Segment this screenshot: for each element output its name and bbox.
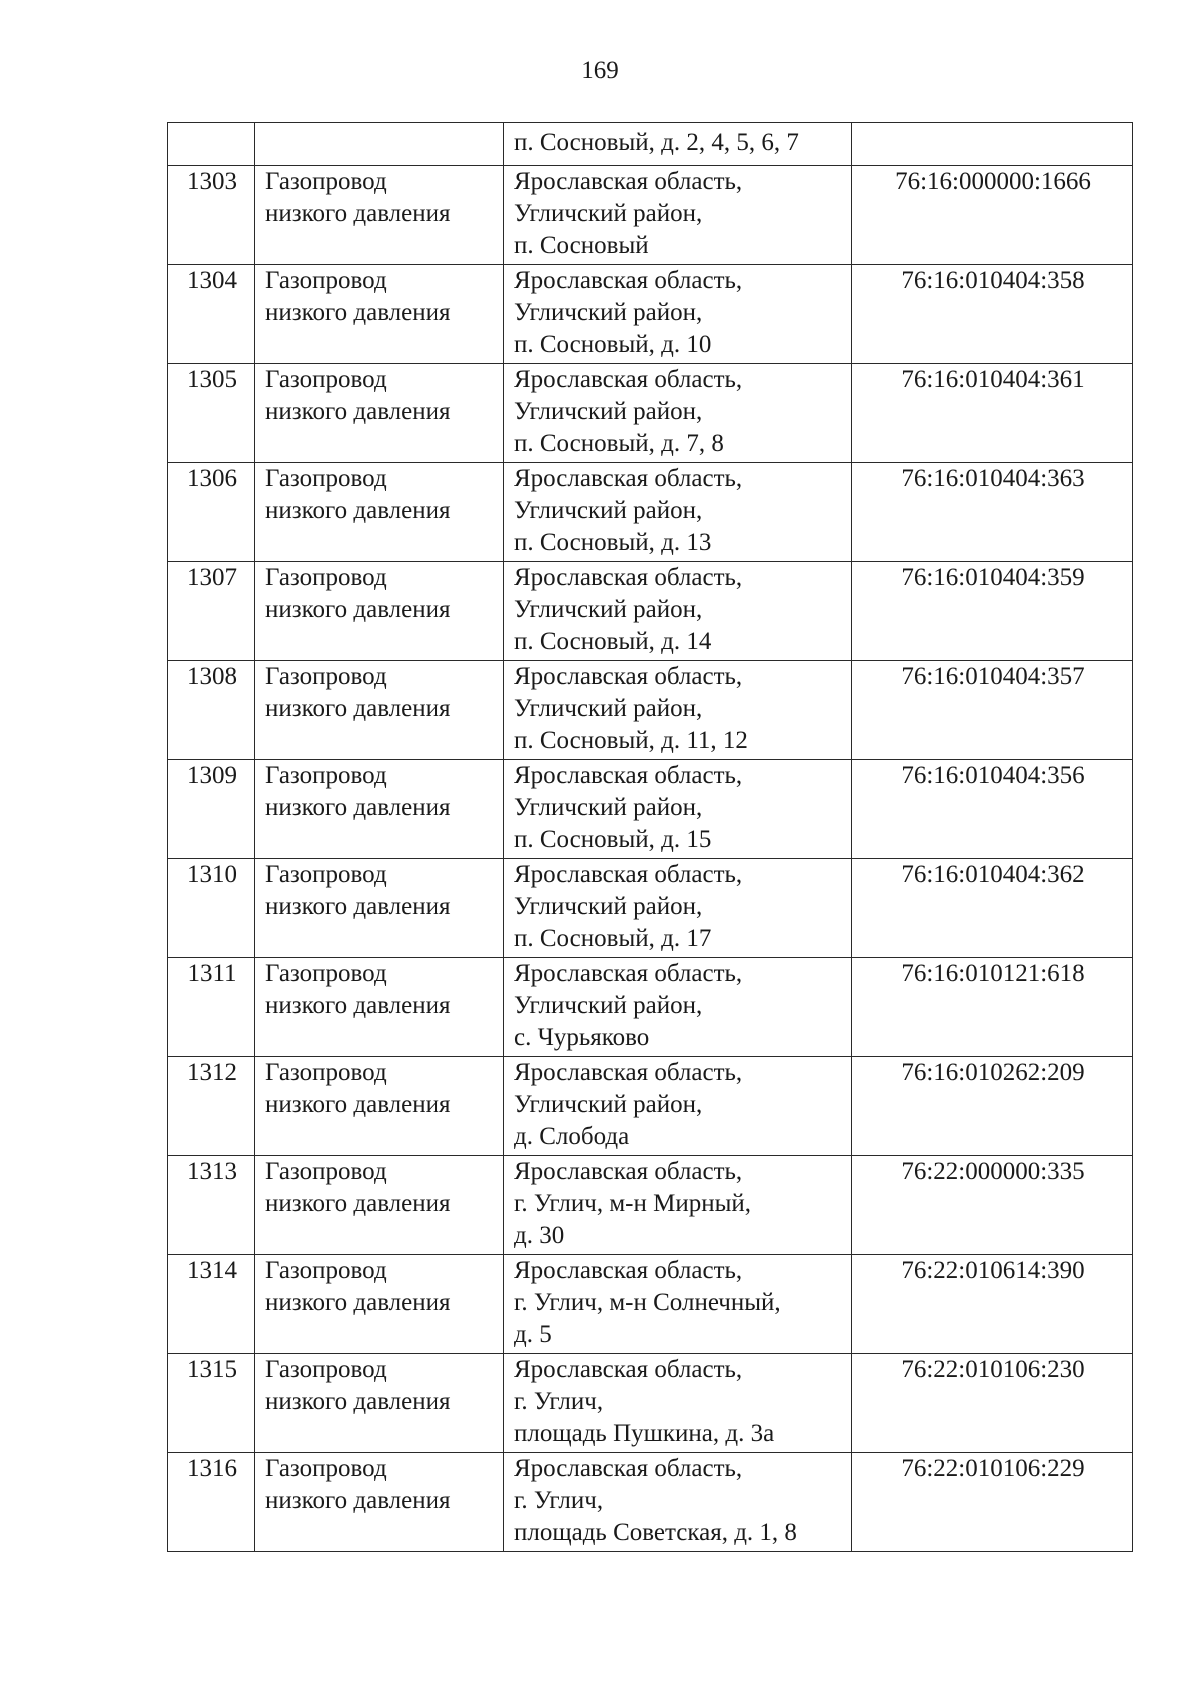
row-number-cell: 1311 xyxy=(168,958,255,1057)
address-line: г. Углич, м-н Солнечный, xyxy=(514,1289,781,1316)
object-name-cell xyxy=(255,364,504,463)
object-name-line: низкого давления xyxy=(265,1190,451,1217)
property-registry-table xyxy=(167,122,1133,1552)
table-row xyxy=(168,1057,1133,1156)
object-name-line: Газопровод xyxy=(265,1059,387,1086)
object-name-line: низкого давления xyxy=(265,1289,451,1316)
address-line: Угличский район, xyxy=(514,299,703,326)
table-row xyxy=(168,1255,1133,1354)
address-line: Угличский район, xyxy=(514,695,703,722)
object-name-line: низкого давления xyxy=(265,1091,451,1118)
object-name-line: Газопровод xyxy=(265,1158,387,1185)
object-name-line: низкого давления xyxy=(265,794,451,821)
address-line: Угличский район, xyxy=(514,893,703,920)
address-line: п. Сосновый, д. 17 xyxy=(514,925,712,952)
address-line: г. Углич, xyxy=(514,1388,604,1415)
address-line: д. 30 xyxy=(514,1222,565,1249)
object-name-cell xyxy=(255,1453,504,1552)
address-line: Ярославская область, xyxy=(514,960,743,987)
row-number-cell: 1306 xyxy=(168,463,255,562)
address-line: Угличский район, xyxy=(514,794,703,821)
cadastral-number-cell: 76:22:000000:335 xyxy=(852,1156,1133,1255)
object-name-line: низкого давления xyxy=(265,200,451,227)
cadastral-number-cell: 76:16:010404:356 xyxy=(852,760,1133,859)
row-number-cell: 1309 xyxy=(168,760,255,859)
cadastral-number-cell: 76:22:010106:230 xyxy=(852,1354,1133,1453)
cadastral-number-cell: 76:16:010404:359 xyxy=(852,562,1133,661)
row-number-cell: 1303 xyxy=(168,166,255,265)
address-line: п. Сосновый, д. 7, 8 xyxy=(514,430,724,457)
address-line: с. Чурьяково xyxy=(514,1024,650,1051)
table-row xyxy=(168,760,1133,859)
cadastral-number-cell: 76:16:010262:209 xyxy=(852,1057,1133,1156)
address-line: д. Слобода xyxy=(514,1123,630,1150)
table-row xyxy=(168,661,1133,760)
address-line: Угличский район, xyxy=(514,497,703,524)
object-name-line: Газопровод xyxy=(265,465,387,492)
object-name-line: низкого давления xyxy=(265,1487,451,1514)
address-cell xyxy=(504,364,852,463)
cadastral-number-cell: 76:16:010404:358 xyxy=(852,265,1133,364)
table-row xyxy=(168,958,1133,1057)
table-row-continuation xyxy=(168,123,1133,166)
object-name-cell xyxy=(255,1255,504,1354)
row-number-cell: 1314 xyxy=(168,1255,255,1354)
object-name-line: Газопровод xyxy=(265,564,387,591)
address-line: п. Сосновый, д. 13 xyxy=(514,529,712,556)
object-name-line: низкого давления xyxy=(265,398,451,425)
address-line: г. Углич, м-н Мирный, xyxy=(514,1190,752,1217)
cadastral-number-cell: 76:16:010404:362 xyxy=(852,859,1133,958)
address-line: Ярославская область, xyxy=(514,663,743,690)
table-row xyxy=(168,1453,1133,1552)
row-number-cell: 1312 xyxy=(168,1057,255,1156)
object-name-line: Газопровод xyxy=(265,1257,387,1284)
row-number-cell: 1316 xyxy=(168,1453,255,1552)
object-name-line: Газопровод xyxy=(265,1455,387,1482)
row-number-cell: 1305 xyxy=(168,364,255,463)
cadastral-number-cell: 76:16:010404:363 xyxy=(852,463,1133,562)
object-name-cell xyxy=(255,1057,504,1156)
address-line: Ярославская область, xyxy=(514,762,743,789)
address-line: Ярославская область, xyxy=(514,168,743,195)
address-cell xyxy=(504,562,852,661)
address-line: Ярославская область, xyxy=(514,1158,743,1185)
object-name-line: Газопровод xyxy=(265,168,387,195)
table-row xyxy=(168,1354,1133,1453)
object-name-line: Газопровод xyxy=(265,762,387,789)
address-line: Угличский район, xyxy=(514,596,703,623)
address-line: Ярославская область, xyxy=(514,861,743,888)
address-line: п. Сосновый, д. 15 xyxy=(514,826,712,853)
cadastral-number-cell: 76:16:010404:361 xyxy=(852,364,1133,463)
address-line: Ярославская область, xyxy=(514,1455,743,1482)
address-cell xyxy=(504,760,852,859)
address-line: п. Сосновый, д. 2, 4, 5, 6, 7 xyxy=(514,129,799,156)
object-name-cell xyxy=(255,958,504,1057)
object-name-cell xyxy=(255,166,504,265)
table-row xyxy=(168,1156,1133,1255)
object-name-line: низкого давления xyxy=(265,695,451,722)
object-name-line: Газопровод xyxy=(265,366,387,393)
address-line: площадь Пушкина, д. 3а xyxy=(514,1420,775,1447)
address-line: Ярославская область, xyxy=(514,1356,743,1383)
object-name-line: низкого давления xyxy=(265,992,451,1019)
object-name-line: низкого давления xyxy=(265,299,451,326)
address-cell xyxy=(504,265,852,364)
row-number-cell xyxy=(168,123,255,166)
object-name-cell xyxy=(255,123,504,166)
object-name-line: Газопровод xyxy=(265,663,387,690)
address-line: Угличский район, xyxy=(514,992,703,1019)
address-line: п. Сосновый, д. 11, 12 xyxy=(514,727,748,754)
address-cell xyxy=(504,1156,852,1255)
table-row xyxy=(168,562,1133,661)
address-line: Ярославская область, xyxy=(514,267,743,294)
table-row xyxy=(168,859,1133,958)
table-row xyxy=(168,463,1133,562)
address-line: Угличский район, xyxy=(514,1091,703,1118)
object-name-cell xyxy=(255,265,504,364)
object-name-cell xyxy=(255,463,504,562)
address-line: Ярославская область, xyxy=(514,1059,743,1086)
address-cell xyxy=(504,1057,852,1156)
address-line: г. Углич, xyxy=(514,1487,604,1514)
address-cell xyxy=(504,661,852,760)
address-line: Угличский район, xyxy=(514,200,703,227)
address-line: Ярославская область, xyxy=(514,465,743,492)
address-line: д. 5 xyxy=(514,1321,552,1348)
object-name-line: низкого давления xyxy=(265,497,451,524)
object-name-cell xyxy=(255,859,504,958)
object-name-cell xyxy=(255,661,504,760)
address-cell xyxy=(504,958,852,1057)
object-name-line: Газопровод xyxy=(265,267,387,294)
address-cell xyxy=(504,463,852,562)
address-line: Ярославская область, xyxy=(514,564,743,591)
object-name-cell xyxy=(255,562,504,661)
address-cell xyxy=(504,1453,852,1552)
table-row xyxy=(168,265,1133,364)
page-number: 169 xyxy=(581,57,619,84)
row-number-cell: 1310 xyxy=(168,859,255,958)
table-row xyxy=(168,166,1133,265)
cadastral-number-cell: 76:22:010106:229 xyxy=(852,1453,1133,1552)
row-number-cell: 1315 xyxy=(168,1354,255,1453)
cadastral-number-cell: 76:16:010121:618 xyxy=(852,958,1133,1057)
address-cell xyxy=(504,1354,852,1453)
cadastral-number-cell: 76:16:000000:1666 xyxy=(852,166,1133,265)
address-line: п. Сосновый xyxy=(514,232,649,259)
object-name-line: низкого давления xyxy=(265,596,451,623)
object-name-line: низкого давления xyxy=(265,893,451,920)
address-cell xyxy=(504,123,852,166)
row-number-cell: 1307 xyxy=(168,562,255,661)
address-line: п. Сосновый, д. 10 xyxy=(514,331,712,358)
address-line: Ярославская область, xyxy=(514,366,743,393)
object-name-line: Газопровод xyxy=(265,861,387,888)
row-number-cell: 1313 xyxy=(168,1156,255,1255)
object-name-cell xyxy=(255,760,504,859)
address-cell xyxy=(504,166,852,265)
table-row xyxy=(168,364,1133,463)
address-cell xyxy=(504,1255,852,1354)
object-name-cell xyxy=(255,1156,504,1255)
object-name-line: Газопровод xyxy=(265,1356,387,1383)
address-line: п. Сосновый, д. 14 xyxy=(514,628,712,655)
cadastral-number-cell: 76:22:010614:390 xyxy=(852,1255,1133,1354)
cadastral-number-cell xyxy=(852,123,1133,166)
row-number-cell: 1304 xyxy=(168,265,255,364)
object-name-line: низкого давления xyxy=(265,1388,451,1415)
address-line: Угличский район, xyxy=(514,398,703,425)
address-cell xyxy=(504,859,852,958)
cadastral-number-cell: 76:16:010404:357 xyxy=(852,661,1133,760)
object-name-cell xyxy=(255,1354,504,1453)
address-line: Ярославская область, xyxy=(514,1257,743,1284)
row-number-cell: 1308 xyxy=(168,661,255,760)
object-name-line: Газопровод xyxy=(265,960,387,987)
address-line: площадь Советская, д. 1, 8 xyxy=(514,1519,797,1546)
